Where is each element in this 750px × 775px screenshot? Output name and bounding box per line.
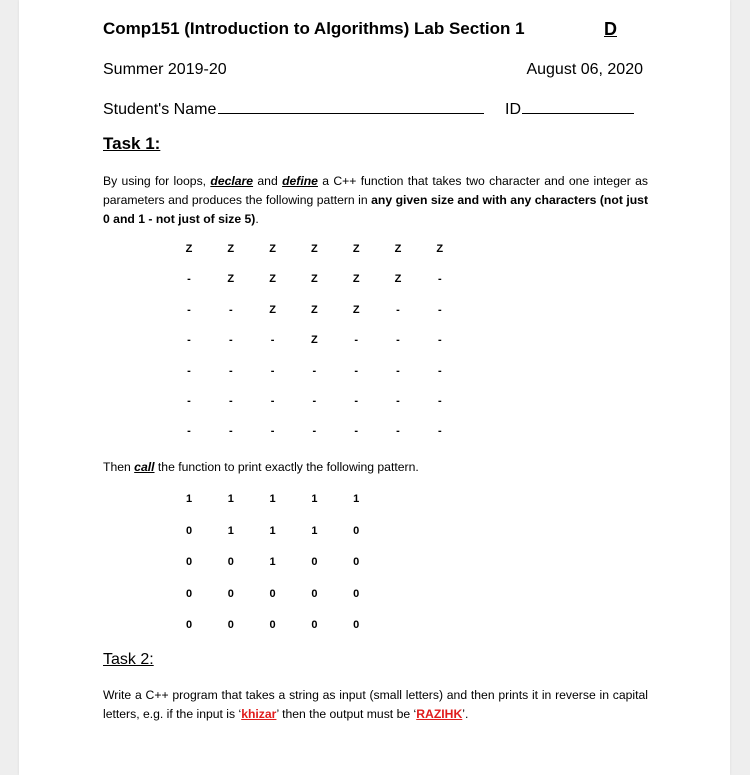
task1-instruction: Then call the function to print exactly the following pattern. [103, 460, 419, 474]
task2-heading: Task 2: [103, 651, 154, 668]
pattern-cell: - [354, 364, 359, 377]
declare-keyword: declare [210, 174, 254, 188]
define-keyword: define [282, 174, 318, 188]
pattern-cell: Z [311, 303, 318, 316]
pattern-cell: 0 [353, 556, 360, 568]
pattern-cell: 1 [311, 493, 318, 505]
pattern-cell: Z [185, 243, 193, 255]
pattern-cell: - [228, 364, 233, 377]
pattern-cell: - [354, 334, 359, 347]
task1-heading: Task 1: [103, 134, 161, 153]
pattern-cell: - [437, 334, 442, 347]
pattern-cell: Z [436, 243, 444, 255]
pattern-cell: - [228, 425, 233, 438]
pattern-cell: 1 [227, 524, 234, 537]
pattern-cell: - [187, 425, 191, 438]
call-keyword: call [134, 460, 155, 474]
pattern-cell: - [312, 425, 317, 438]
pattern-cell: - [228, 334, 233, 347]
pattern-cell: - [270, 425, 275, 438]
pattern-cell: 0 [185, 556, 193, 568]
student-name-blank[interactable] [218, 99, 484, 114]
pattern-cell: - [354, 395, 359, 407]
pattern-cell: 1 [311, 524, 318, 537]
pattern-cell: - [312, 364, 317, 377]
pattern-cell: Z [311, 334, 318, 347]
pattern-cell: Z [394, 273, 402, 286]
pattern-cell: - [354, 425, 359, 438]
pattern-cell: - [396, 364, 400, 377]
pattern-cell: 0 [311, 556, 318, 568]
pattern-cell: - [187, 273, 191, 286]
pattern-cell: 0 [185, 619, 193, 631]
pattern-cell: Z [311, 243, 318, 255]
pattern-cell: 0 [227, 556, 234, 568]
task2-description: Write a C++ program that takes a string as input (small letters) and then prints it in reverse in capital letters, e.g. if the input is ‘khizar’ then the output must be ‘RAZIHK’. [103, 688, 648, 721]
pattern-cell: - [437, 273, 442, 286]
pattern-cell: 1 [227, 493, 234, 505]
pattern-cell: 1 [185, 493, 193, 505]
pattern-cell: Z [311, 273, 318, 286]
pattern-cell: - [187, 395, 191, 407]
pattern-cell: 0 [311, 619, 318, 631]
pattern-cell: Z [227, 273, 235, 286]
pattern-cell: - [270, 395, 275, 407]
date-label: August 06, 2020 [526, 61, 643, 78]
pattern-cell: - [396, 303, 400, 316]
task1-emphasis: any given size and with any characters (not just 0 and 1 - not just of size 5) [103, 193, 649, 226]
pattern-cell: Z [394, 243, 402, 255]
pattern-cell: 0 [185, 524, 193, 537]
version-label: D [604, 19, 617, 39]
pattern-cell: 1 [269, 524, 276, 537]
pattern-cell: Z [352, 243, 360, 255]
pattern-cell: 1 [269, 556, 276, 568]
pattern-cell: Z [269, 303, 276, 316]
student-name-field [103, 99, 484, 119]
pattern-cell: Z [269, 273, 276, 286]
pattern-cell: - [270, 334, 275, 347]
page-title: Comp151 (Introduction to Algorithms) Lab Section 1 [103, 19, 525, 38]
student-name-label: Student's Name [103, 101, 217, 118]
pattern-cell: 0 [269, 619, 276, 631]
pattern-cell: Z [352, 273, 360, 286]
pattern-cell: - [396, 334, 400, 347]
pattern-cell: - [270, 364, 275, 377]
pattern-cell: - [437, 364, 442, 377]
pattern-cell: - [437, 395, 442, 407]
pattern-cell: 0 [227, 587, 234, 600]
pattern-cell: - [187, 334, 191, 347]
pattern-cell: 0 [353, 619, 360, 631]
pattern-cell: 1 [353, 493, 360, 505]
example-output: RAZIHK [416, 707, 463, 721]
pattern-cell: 0 [311, 587, 318, 600]
pattern-cell: 0 [227, 619, 234, 631]
student-id-blank[interactable] [522, 99, 634, 114]
pattern-cell: 1 [269, 493, 276, 505]
pattern-cell: 0 [353, 587, 360, 600]
student-id-field [505, 99, 634, 119]
pattern-cell: 0 [269, 587, 276, 600]
pattern-cell: - [396, 425, 400, 438]
pattern-cell: - [437, 425, 442, 438]
pattern-cell: - [228, 395, 233, 407]
pattern-cell: 0 [353, 524, 360, 537]
task1-description: By using for loops, declare and define a C++ function that takes two character and one integer as parameters and produces the following pattern in any given size and with any characters (not just 0 and 1 - not just of size 5). [103, 174, 649, 226]
pattern-cell: - [312, 395, 317, 407]
pattern-cell: - [437, 303, 442, 316]
pattern-cell: 0 [185, 587, 193, 600]
pattern-cell: - [187, 303, 191, 316]
term-label: Summer 2019-20 [103, 61, 227, 78]
pattern-cell: - [396, 395, 400, 407]
pattern-cell: - [187, 364, 191, 377]
student-id-label: ID [505, 101, 521, 118]
pattern-cell: Z [227, 243, 235, 255]
pattern-cell: - [228, 303, 233, 316]
pattern-cell: Z [352, 303, 360, 316]
pattern-cell: Z [269, 243, 276, 255]
example-input: khizar [241, 707, 277, 721]
